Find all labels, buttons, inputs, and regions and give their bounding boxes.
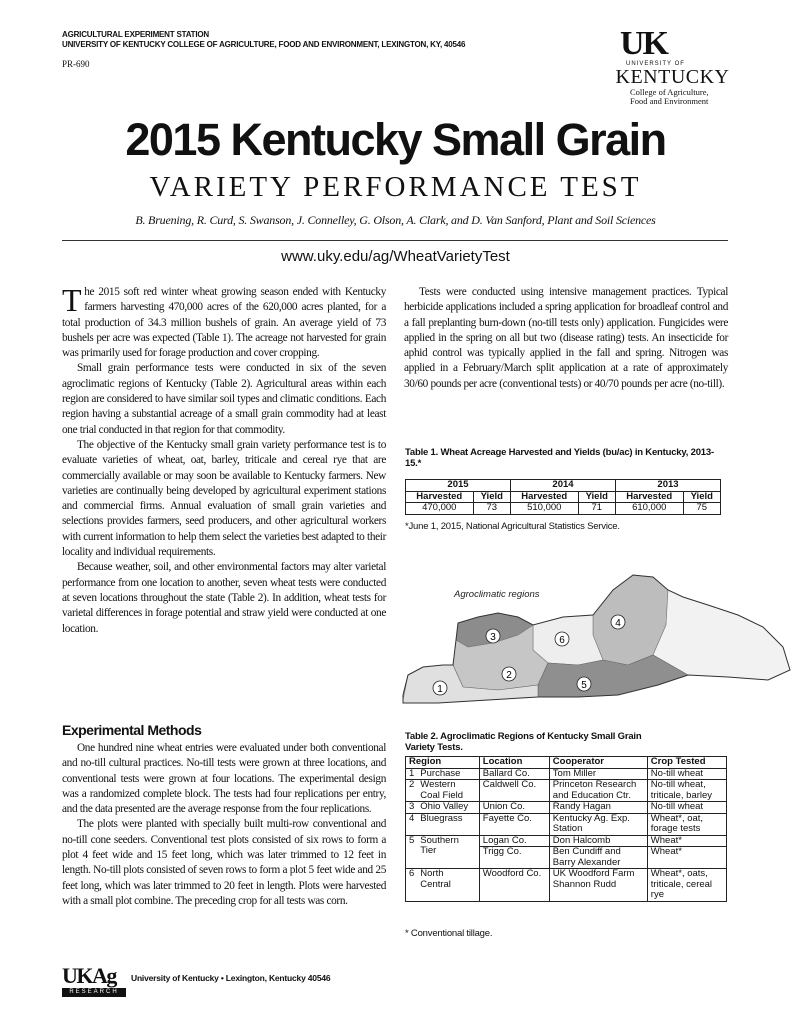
table2-cell: Purchase	[417, 768, 479, 780]
table-row	[406, 869, 727, 902]
table-row	[406, 768, 727, 780]
table1-subheader: Yield	[683, 491, 720, 503]
table2-cell: Logan Co.	[479, 835, 549, 847]
logo-uk: UK	[620, 25, 667, 62]
paragraph-management: Tests were conducted using intensive management practices. Typical herbicide applications included a spring application for broadleaf control and a fall preplanting burn-down (no-till tests only) application. Fungicides were applied in the spring on all but two (disease rating) tests. An insecticide for aphid control was typically applied in the fall and spring. Nitrogen was applied in a February/March split application at a rate of approximately 30/60 pounds per acre (conventional tests) or 40/70 pounds per acre (no-till).	[404, 286, 728, 390]
table2-cell: Woodford Co.	[479, 869, 549, 902]
table1-subheader: Harvested	[615, 491, 683, 503]
table1-cell: 510,000	[510, 503, 578, 515]
table2-cell: No-till wheat	[647, 802, 726, 814]
table-row	[406, 835, 727, 847]
drop-cap: T	[62, 282, 82, 318]
table2-cell: No-till wheat, triticale, barley	[647, 780, 726, 802]
table1-year: 2015	[406, 480, 511, 492]
table2-cell: Randy Hagan	[549, 802, 647, 814]
table2-cell: Bluegrass	[417, 813, 479, 835]
table2-cell: Wheat*, oat, forage tests	[647, 813, 726, 835]
uk-logo	[610, 25, 735, 106]
table2-cell: Union Co.	[479, 802, 549, 814]
table1-cell: 610,000	[615, 503, 683, 515]
table2-cell: 5	[406, 835, 418, 869]
footer-text: University of Kentucky • Lexington, Kentucky 40546	[131, 973, 331, 983]
logo-college-line1: College of Agriculture,	[630, 87, 709, 97]
page-subtitle: VARIETY PERFORMANCE TEST	[149, 171, 642, 203]
table2-cell: Wheat*	[647, 835, 726, 847]
paragraph-intro-text: he 2015 soft red winter wheat growing season ended with Kentucky farmers harvesting 470,000 acres of the 620,000 acres planted, for a total production of 34.3 million bushels of grain. An average yield of 73 bushels per acre was expected (Table 1). The acreage not harvested for grain was primarily used for forage production and cover cropping.	[62, 286, 386, 360]
right-column	[404, 285, 728, 392]
agroclimatic-map	[398, 555, 791, 715]
header-org-line2: UNIVERSITY OF KENTUCKY COLLEGE OF AGRICULTURE, FOOD AND ENVIRONMENT, LEXINGTON, KY, 40546	[62, 40, 466, 49]
table2-cell: 3	[406, 802, 418, 814]
table2-note: * Conventional tillage.	[405, 928, 493, 939]
table1-year: 2014	[510, 480, 615, 492]
region-2-label: 2	[506, 670, 512, 681]
map-label: Agroclimatic regions	[454, 589, 540, 600]
table2-cell: Tom Miller	[549, 768, 647, 780]
header-org-line1: AGRICULTURAL EXPERIMENT STATION	[62, 30, 209, 39]
table-row	[406, 813, 727, 835]
table1-year: 2013	[615, 480, 720, 492]
table2-cell: 6	[406, 869, 418, 902]
table-row	[406, 480, 721, 492]
table1-subheader: Harvested	[406, 491, 474, 503]
table2-cell: Wheat*, oats, triticale, cereal rye	[647, 869, 726, 902]
paragraph-plots: The plots were planted with specially built multi-row conventional and no-till cone seeders. Conventional test plots consisted of six rows to form a plot 4 feet wide and 15 feet long, which was later trimmed to 12 feet in length. No-till plots consisted of seven rows to form a plot 5 feet wide and 25 feet long, which was later trimmed to 20 feet in length. Plots were harvested with a small plot combine. The preceding crop for all tests was corn.	[62, 818, 386, 907]
table2-cell: Ben Cundiff and Barry Alexander	[549, 847, 647, 869]
table2-cell: No-till wheat	[647, 768, 726, 780]
table2-cell: Kentucky Ag. Exp. Station	[549, 813, 647, 835]
table1-subheader: Harvested	[510, 491, 578, 503]
table1-cell: 71	[578, 503, 615, 515]
page-title: 2015 Kentucky Small Grain	[125, 114, 666, 165]
table2-cell: 4	[406, 813, 418, 835]
table-row	[406, 757, 727, 769]
table2-cell: 1	[406, 768, 418, 780]
table2-cell: Southern Tier	[417, 835, 479, 869]
website-link[interactable]: www.uky.edu/ag/WheatVarietyTest	[281, 248, 510, 265]
logo-college	[630, 88, 735, 106]
table2-caption	[405, 731, 727, 753]
table2	[405, 756, 727, 902]
section-heading: Experimental Methods	[62, 722, 202, 738]
left-column	[62, 282, 386, 637]
logo-college-line2: Food and Environment	[630, 96, 709, 106]
table2-header: Cooperator	[549, 757, 647, 769]
table1-cell: 75	[683, 503, 720, 515]
table-row	[406, 503, 721, 515]
region-6-label: 6	[559, 635, 565, 646]
table1-subheader: Yield	[473, 491, 510, 503]
table1-subheader: Yield	[578, 491, 615, 503]
table2-cell: Ballard Co.	[479, 768, 549, 780]
table2-cell: Wheat*	[647, 847, 726, 869]
table-row	[406, 802, 727, 814]
paragraph-locations: Because weather, soil, and other environmental factors may alter varietal performance from one location to another, seven wheat tests were conducted at seven locations throughout the state (Table 2). In addition, wheat tests for varietal differences in forage potential and straw yield were conducted at one location.	[62, 561, 386, 635]
table2-header: Crop Tested	[647, 757, 726, 769]
logo-kentucky: KENTUCKY	[615, 66, 730, 88]
table1	[405, 479, 721, 515]
table2-cell: UK Woodford Farm Shannon Rudd	[549, 869, 647, 902]
table1-caption: Table 1. Wheat Acreage Harvested and Yields (bu/ac) in Kentucky, 2013-15.*	[405, 447, 714, 469]
region-4-label: 4	[615, 618, 621, 629]
table2-header: Location	[479, 757, 549, 769]
pub-number: PR-690	[62, 59, 90, 69]
table2-cell: Fayette Co.	[479, 813, 549, 835]
paragraph-entries: One hundred nine wheat entries were evaluated under both conventional and no-till cultural practices. No-till tests were grown at three locations, and conventional tests were grown at four locations. The experimental design was a randomized complete block. The tests had four replications per entry, and the data presented are the average response from the four replications.	[62, 742, 386, 816]
region-1-label: 1	[437, 684, 443, 695]
logo-university-of: UNIVERSITY OF	[626, 61, 685, 67]
table1-cell: 470,000	[406, 503, 474, 515]
region-5-label: 5	[581, 680, 587, 691]
table2-header: Region	[406, 757, 480, 769]
table2-caption-line2: Variety Tests.	[405, 742, 463, 753]
table2-cell: Princeton Research and Education Ctr.	[549, 780, 647, 802]
methods-column	[62, 741, 386, 909]
table2-cell: Ohio Valley	[417, 802, 479, 814]
paragraph-regions: Small grain performance tests were conducted in six of the seven agroclimatic regions of Kentucky (Table 2). Agricultural areas within each region are considered to have similar soil types and climatic conditions. Each region having a substantial acreage of a small grain commodity had at least one trial conducted in that region for that commodity.	[62, 362, 386, 436]
header-org	[62, 30, 465, 50]
research-badge: RESEARCH	[62, 988, 126, 997]
table2-cell: 2	[406, 780, 418, 802]
divider	[62, 240, 728, 241]
table2-cell: Don Halcomb	[549, 835, 647, 847]
table2-caption-line1: Table 2. Agroclimatic Regions of Kentucky Small Grain	[405, 731, 642, 742]
paragraph-objective: The objective of the Kentucky small grain variety performance test is to evaluate varieties of wheat, oat, barley, triticale and cereal rye that are commercially available or may soon be available to Kentucky farmers. New varieties are continually being developed by agricultural experiment stations and commercial firms. Annual evaluation of small grain varieties and selections provides farmers, seed producers, and other agricultural workers with current information to help them select the varieties best adapted to their locality and individual requirements.	[62, 438, 386, 559]
table2-cell: North Central	[417, 869, 479, 902]
table-row	[406, 491, 721, 503]
authors: B. Bruening, R. Curd, S. Swanson, J. Connelley, G. Olson, A. Clark, and D. Van Sanford, Plant and Soil Sciences	[135, 213, 656, 227]
table2-cell: Trigg Co.	[479, 847, 549, 869]
paragraph-intro	[62, 282, 386, 361]
table-row	[406, 780, 727, 802]
table2-cell: Caldwell Co.	[479, 780, 549, 802]
region-3-label: 3	[490, 632, 496, 643]
table2-cell: Western Coal Field	[417, 780, 479, 802]
ukag-logo: UKAg	[62, 963, 116, 988]
table1-cell: 73	[473, 503, 510, 515]
table1-note: *June 1, 2015, National Agricultural Statistics Service.	[405, 521, 620, 532]
